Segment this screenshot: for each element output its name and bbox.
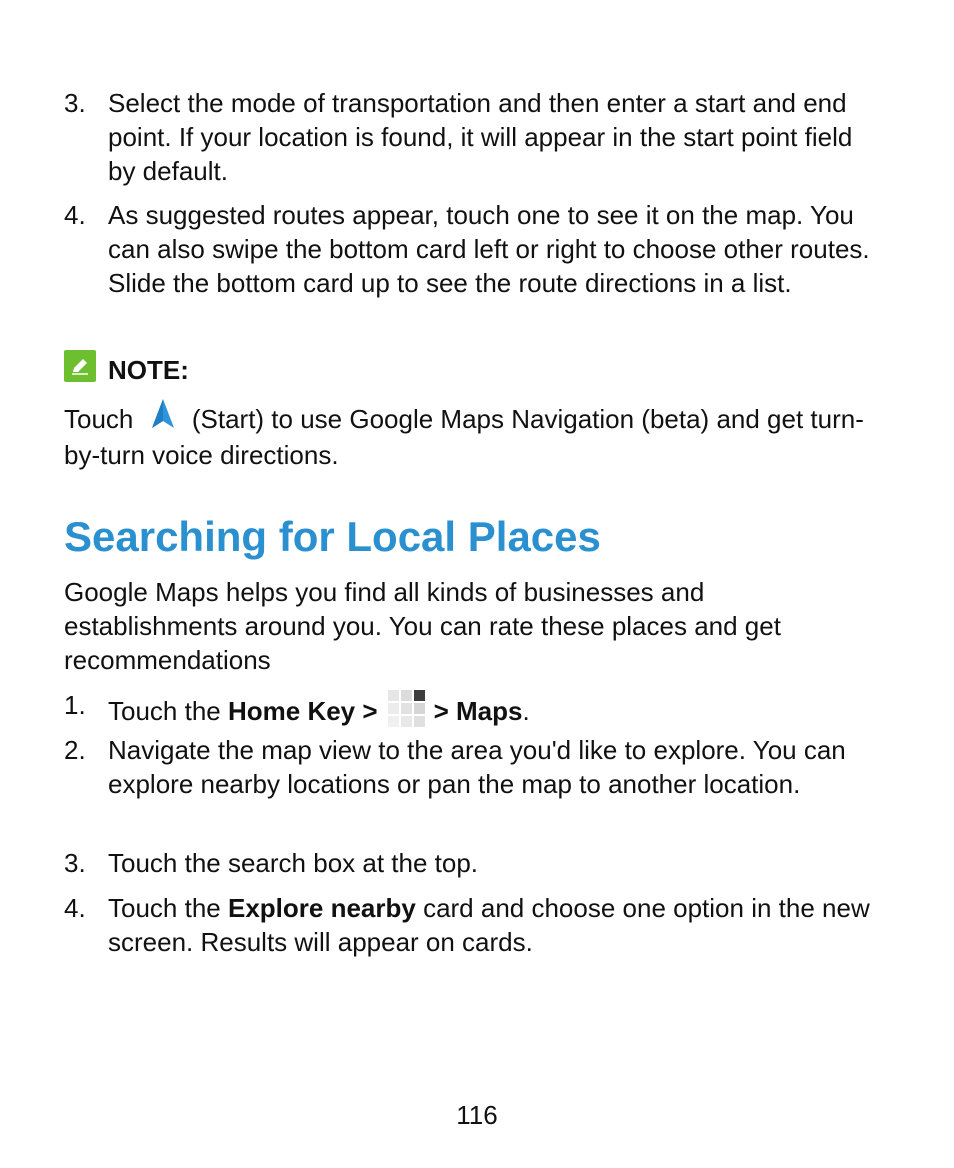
explore-nearby-label: Explore nearby — [227, 893, 416, 923]
section-title: Searching for Local Places — [64, 513, 601, 560]
step-2 — [64, 733, 884, 801]
pencil-note-icon — [64, 350, 96, 382]
list-number: 4. — [64, 893, 86, 923]
step-text-pre: Touch the — [108, 696, 228, 726]
list-text-continued: Slide the bottom card up to see the route directions in a list. — [108, 268, 792, 298]
page-number: 116 — [456, 1100, 498, 1130]
step-text — [108, 688, 884, 736]
list-text: As suggested routes appear, touch one to see it on the map. You can also swipe the bottom card left or right to choose other routes. — [108, 200, 870, 264]
list-text: Select the mode of transportation and then enter a start and end point. If your location is found, it will appear in the start point field by default. — [108, 88, 853, 186]
step-text: Touch the search box at the top. — [108, 848, 479, 878]
list-number: 4. — [64, 200, 86, 230]
maps-label: > Maps — [433, 696, 523, 726]
note-text-after: (Start) to use Google Maps Navigation (beta) and get turn-by-turn voice directions. — [64, 404, 864, 470]
list-item-3-top — [64, 86, 884, 188]
step-text — [108, 891, 884, 959]
list-number: 1. — [64, 690, 86, 720]
app-grid-icon — [386, 688, 426, 736]
step-text-pre: Touch the — [108, 893, 228, 923]
navigation-arrow-icon — [151, 398, 175, 438]
step-3 — [64, 846, 884, 880]
home-key-label: Home Key > — [227, 696, 378, 726]
list-number: 3. — [64, 88, 86, 118]
step-text: Navigate the map view to the area you'd like to explore. You can explore nearby locations or pan the map to another location. — [108, 735, 846, 799]
note-text-before: Touch — [64, 404, 134, 434]
note-label: NOTE: — [108, 354, 189, 385]
step-text-post: . — [522, 696, 530, 726]
step-4 — [64, 891, 884, 959]
step-1 — [64, 688, 884, 736]
list-item-4-top — [64, 198, 884, 300]
list-number: 2. — [64, 735, 86, 765]
step-text-post: card and choose one option in the new screen. Results will appear on cards. — [108, 893, 870, 957]
note-body — [64, 398, 884, 472]
section-intro: Google Maps helps you find all kinds of businesses and establishments around you. You can rate these places and get recommendations — [64, 577, 781, 675]
list-number: 3. — [64, 848, 86, 878]
note-header — [64, 346, 189, 386]
